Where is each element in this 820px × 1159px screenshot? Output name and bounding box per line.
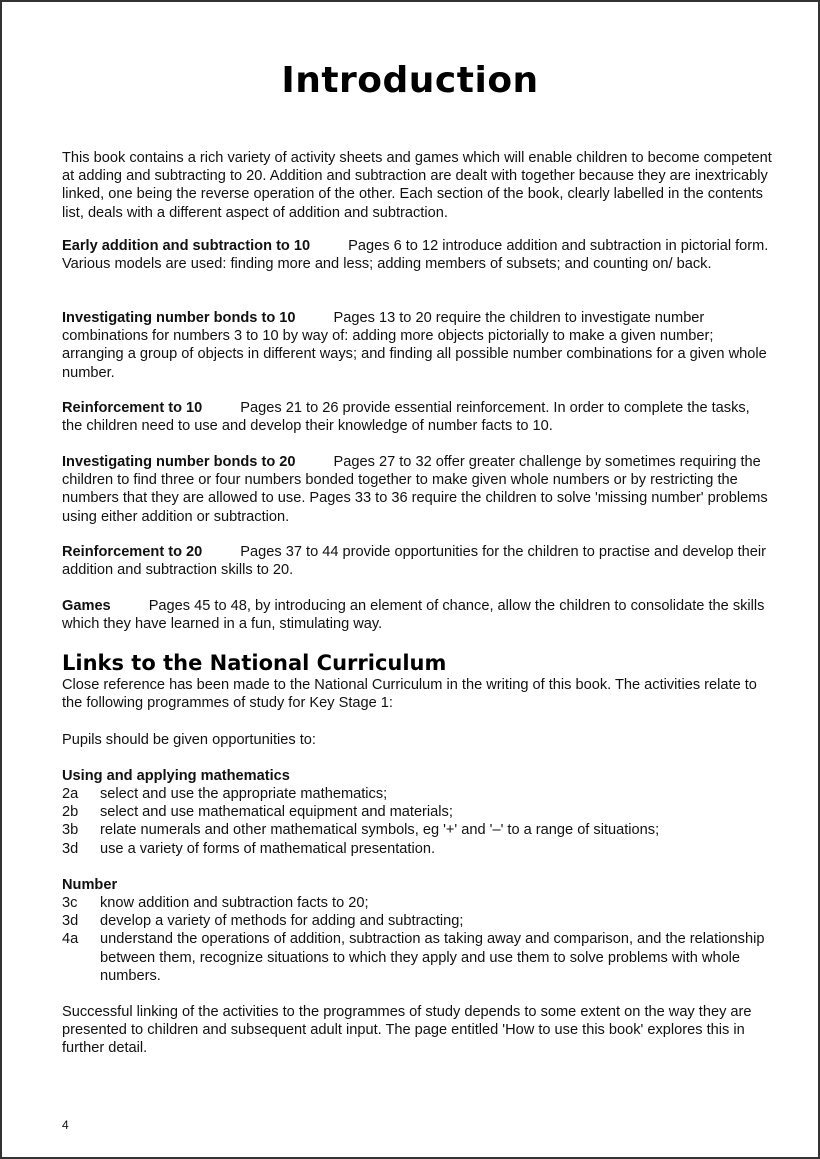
list-item [62,785,772,803]
list-item [62,803,772,821]
section-6 [62,597,772,633]
list-item [62,930,772,985]
item-text: select and use the appropriate mathematics; [100,786,388,803]
item-code: 3b [62,822,79,839]
item-text: select and use mathematical equipment and materials; [100,804,453,821]
closing-paragraph: Successful linking of the activities to the programmes of study depends to some extent on the way they are presented to children and subsequent adult input. The page entitled 'How to use this book' explores this in further detail. [62,1004,752,1057]
section-heading: Investigating number bonds to 20 [62,454,296,470]
item-code: 3c [62,895,78,912]
page-number: 4 [62,1118,69,1132]
section-text: Pages 37 to 44 provide opportunities for the children to practise and develop their addition and subtraction skills to 20. [62,544,767,579]
list-item [62,840,772,858]
item-code: 2b [62,804,79,821]
item-text: develop a variety of methods for adding and subtracting; [100,913,464,930]
section-1 [62,237,772,273]
item-code: 3d [62,840,79,857]
list-item [62,912,772,930]
links-heading: Links to the National Curriculum [62,651,447,675]
intro-paragraph: This book contains a rich variety of activity sheets and games which will enable children to become competent at adding and subtracting to 20. Addition and subtraction are dealt with together because they are inextricably linked, one being the reverse operation of the other. Each section of the book, clearly labelled in the contents list, deals with a different aspect of addition and subtraction. [62,150,772,221]
section-heading: Reinforcement to 10 [62,400,203,416]
list-item [62,894,772,912]
section-text: Pages 45 to 48, by introducing an element of chance, allow the children to consolidate the skills which they have learned in a fun, stimulating way. [62,598,765,633]
intro-section [62,149,772,222]
item-text: use a variety of forms of mathematical presentation. [100,840,436,857]
section-3 [62,399,772,435]
section-heading: Reinforcement to 20 [62,544,203,560]
item-code: 4a [62,931,79,948]
section-heading: Investigating number bonds to 10 [62,310,296,326]
section-text: Pages 21 to 26 provide essential reinforcement. In order to complete the tasks, the children need to use and develop their knowledge of number facts to 10. [62,400,750,435]
section-5 [62,543,772,579]
section-2 [62,309,772,382]
item-text: know addition and subtraction facts to 20; [100,895,369,912]
pupils-line: Pupils should be given opportunities to: [62,731,316,748]
section-text: Pages 13 to 20 require the children to investigate number combinations for numbers 3 to 10 by way of: adding more objects pictorially to make a given number; arranging a group of objects in different ways; and finding all possible number combinations for a given whole number. [62,310,767,381]
section-text: Pages 6 to 12 introduce addition and subtraction in pictorial form. Various models are used: finding more and less; adding members of subsets; and counting on/ back. [62,238,769,273]
section-heading: Early addition and subtraction to 10 [62,238,311,254]
item-text: relate numerals and other mathematical symbols, eg '+' and '–' to a range of situations; [100,822,660,839]
list-item [62,821,772,839]
section-heading: Games [62,598,111,614]
section-4 [62,453,772,526]
item-code: 3d [62,913,79,930]
item-code: 2a [62,786,79,803]
links-section [62,651,772,1058]
item-text: understand the operations of addition, subtraction as taking away and comparison, and the relationship between them, recognize situations to which they apply and use them to solve problems with whole numbers. [100,931,765,984]
group-title: Using and applying mathematics [62,767,290,784]
page-title: Introduction [281,60,539,101]
section-text: Pages 27 to 32 offer greater challenge by sometimes requiring the children to find three or four numbers bonded together to make given whole numbers or by restricting the numbers that they are allowed to use. Pages 33 to 36 require the children to solve 'missing number' problems using either addition or subtraction. [62,454,768,525]
links-intro: Close reference has been made to the National Curriculum in the writing of this book. The activities relate to the following programmes of study for Key Stage 1: [62,677,757,712]
group-title: Number [62,876,118,893]
